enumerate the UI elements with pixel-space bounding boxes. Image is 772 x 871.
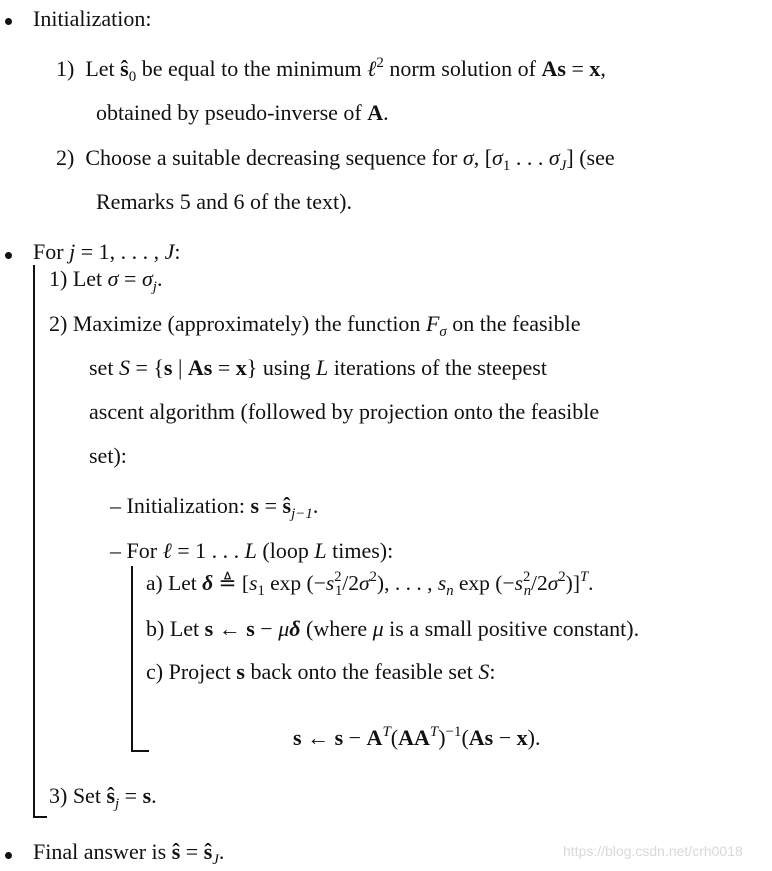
loop-step-2-line-4: set):	[89, 443, 127, 468]
init-step-2-line-1: 2) Choose a suitable decreasing sequence for σ, [$\sigma_1$ . . . $\sigma_J$] (see	[56, 145, 615, 175]
watermark-url: https://blog.csdn.net/crh0018	[563, 843, 743, 859]
init-step-2-line-2: Remarks 5 and 6 of the text).	[96, 189, 352, 214]
init-step-1-line-1: 1) Let $ŝ_0$ be equal to the minimum ℓ$^2$ norm solution of As = x,	[56, 55, 606, 86]
outer-loop-bracket	[33, 265, 35, 817]
inner-loop-bracket-foot	[131, 750, 149, 752]
outer-loop-bracket-foot	[33, 816, 47, 818]
inner-loop-bracket	[131, 566, 133, 751]
loop-step-2-line-2: set S = {s | As = x} using L iterations of the steepest	[89, 355, 547, 380]
loop-step-2-line-1: 2) Maximize (approximately) the function $F_\sigma$ on the feasible	[49, 311, 581, 341]
inner-step-b: b) Let s ← s − μδ (where μ is a small positive constant).	[146, 616, 640, 641]
inner-initialization: – Initialization: $s = ŝ_{j-1}$.	[110, 493, 319, 523]
init-step-1-line-2: obtained by pseudo-inverse of A.	[96, 100, 389, 125]
projection-formula: s ← $s - A^T(AA^T)^{-1}(As - x)$.	[293, 724, 541, 750]
bullet-final-answer	[5, 852, 12, 859]
loop-step-3: 3) Set $ŝ_j = s$.	[49, 783, 157, 813]
inner-step-c: c) Project s back onto the feasible set S:	[146, 659, 496, 684]
inner-step-a: a) Let δ ≜ [$s_1$ $\exp (-s^2_1/2\sigma^2)$, . . . , $s_n$ $\exp (-s^2_n/2\sigma^2)]^T$.	[146, 569, 594, 600]
bullet-for-loop	[5, 252, 12, 259]
initialization-heading: Initialization:	[33, 6, 152, 31]
loop-step-2-line-3: ascent algorithm (followed by projection onto the feasible	[89, 399, 600, 424]
bullet-initialization	[5, 18, 12, 25]
for-loop-heading: For j = 1, . . . , J:	[33, 239, 181, 264]
loop-step-1: 1) Let $\sigma = \sigma_j$.	[49, 266, 163, 296]
final-answer: Final answer is ŝ = $ŝ_J$.	[33, 839, 225, 869]
inner-for-loop: – For ℓ = 1 . . . L (loop L times):	[110, 538, 394, 563]
